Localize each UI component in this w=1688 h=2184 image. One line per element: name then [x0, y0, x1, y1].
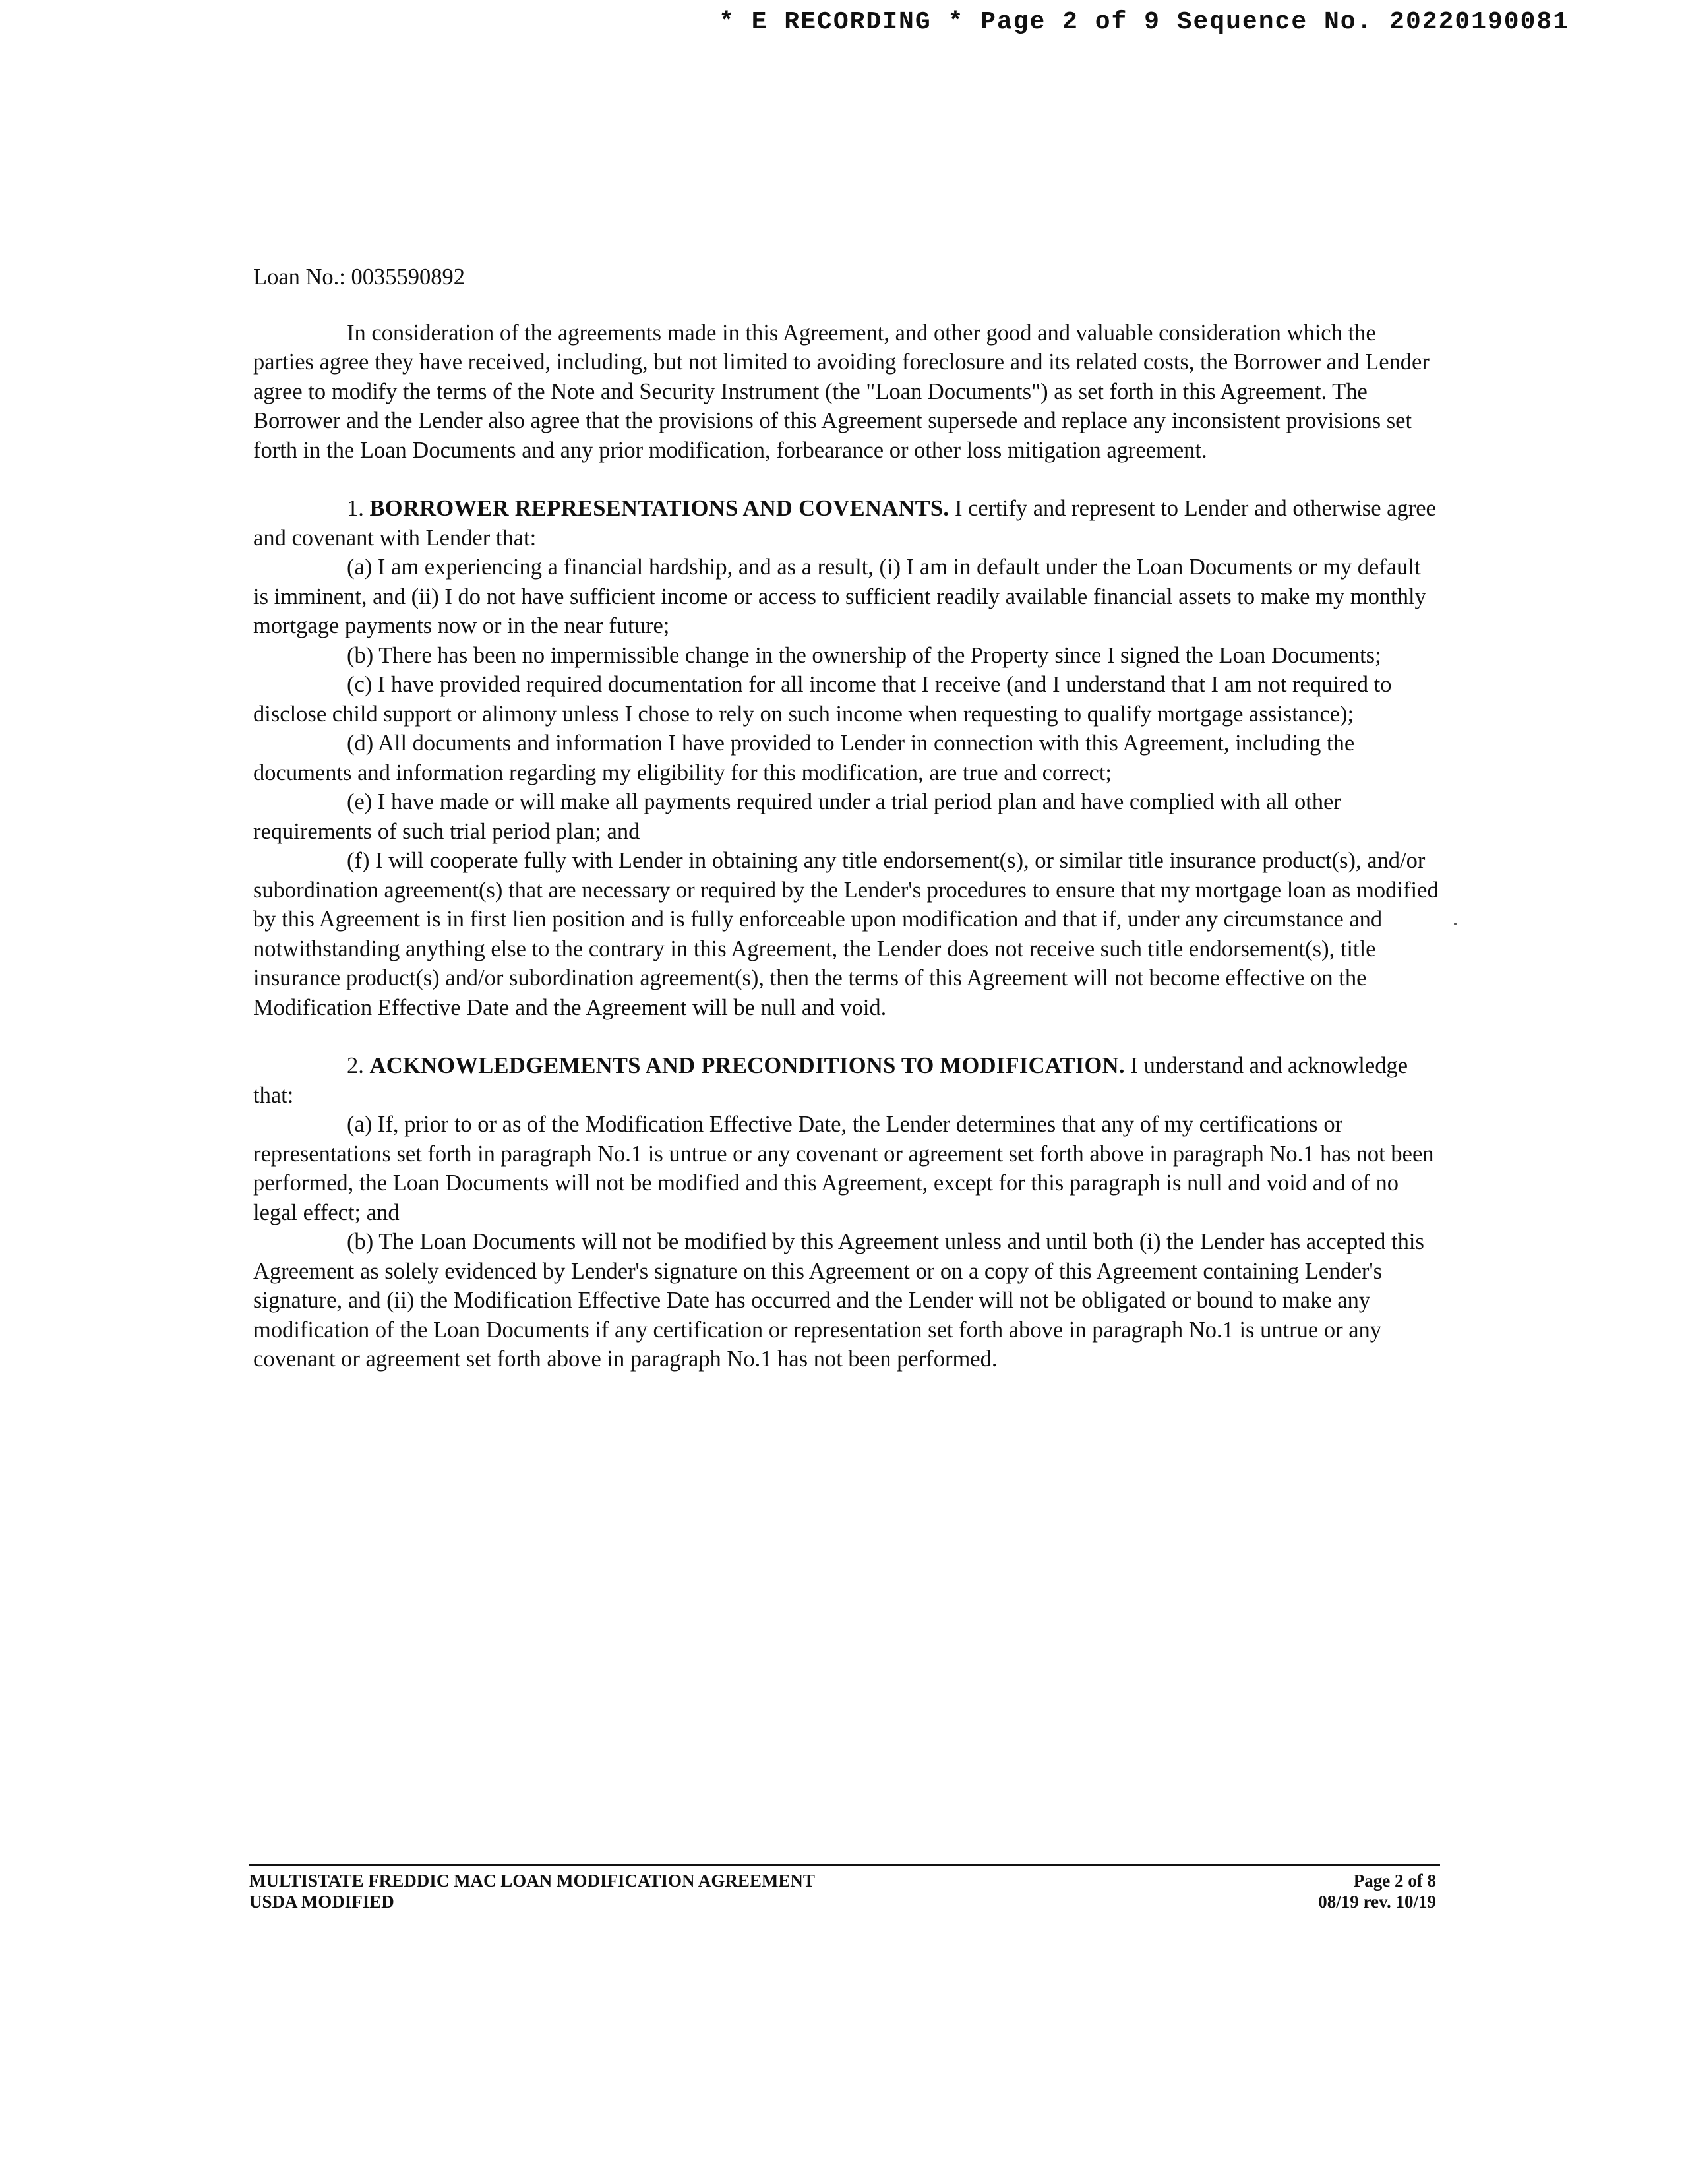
list-item: (d) All documents and information I have provided to Lender in connection with this Agreement, including the documents and information regarding my eligibility for this modification, are true and correct; [253, 731, 1355, 785]
loan-number: Loan No.: 0035590892 [253, 264, 466, 289]
section-heading: ACKNOWLEDGEMENTS AND PRECONDITIONS TO MODIFICATION. [369, 1053, 1125, 1078]
section-heading: BORROWER REPRESENTATIONS AND COVENANTS. [369, 496, 950, 521]
form-footer [249, 1864, 1440, 1912]
section-number: 1. [347, 496, 364, 521]
list-item: (b) The Loan Documents will not be modified by this Agreement unless and until both (i) the Lender has accepted this Agreement as solely evidenced by Lender's signature on this Agreement or on a copy of this Agreement containing Lender's signature, and (ii) the Modification Effective Date has occurred and the Lender will not be obligated or bound to make any modification of the Loan Documents if any certification or representation set forth above in paragraph No.1 is untrue or any covenant or agreement set forth above in paragraph No.1 has not been performed. [253, 1229, 1424, 1372]
list-item: (a) I am experiencing a financial hardship, and as a result, (i) I am in default under the Loan Documents or my default is imminent, and (ii) I do not have sufficient income or access to sufficient readily available financial assets to make my monthly mortgage payments now or in the near future; [253, 555, 1426, 638]
form-revision: 08/19 rev. 10/19 [1318, 1892, 1436, 1912]
intro-paragraph: In consideration of the agreements made in this Agreement, and other good and valuable consideration which the parties agree they have received, including, but not limited to avoiding foreclosure and its related costs, the Borrower and Lender agree to modify the terms of the Note and Security Instrument (the "Loan Documents") as set forth in this Agreement. The Borrower and the Lender also agree that the provisions of this Agreement supersede and replace any inconsistent provisions set forth in the Loan Documents and any prior modification, forbearance or other loss mitigation agreement. [253, 320, 1430, 463]
section-number: 2. [347, 1053, 364, 1078]
form-title: MULTISTATE FREDDIC MAC LOAN MODIFICATION AGREEMENT [249, 1871, 815, 1891]
section-lead-text: I certify and represent to Lender and otherwise agree and covenant with Lender that: [253, 496, 1436, 551]
form-subtitle: USDA MODIFIED [249, 1892, 394, 1912]
page-number: Page 2 of 8 [1353, 1871, 1436, 1891]
recording-header: * E RECORDING * Page 2 of 9 Sequence No. 20220190081 [719, 8, 1569, 36]
section-acknowledgements [253, 1051, 1440, 1374]
section-lead-text: I understand and acknowledge that: [253, 1053, 1408, 1108]
document-body [253, 262, 1440, 1403]
list-item: (a) If, prior to or as of the Modification Effective Date, the Lender determines that any of my certifications or representations set forth in paragraph No.1 is untrue or any covenant or agreement set forth above in paragraph No.1 has not been performed, the Loan Documents will not be modified and this Agreement, except for this paragraph is null and void and of no legal effect; and [253, 1112, 1434, 1225]
section-borrower-representations [253, 494, 1440, 1022]
list-item: (f) I will cooperate fully with Lender in obtaining any title endorsement(s), or similar title insurance product(s), and/or subordination agreement(s) that are necessary or required by the Lender's procedures to ensure that my mortgage loan as modified by this Agreement is in first lien position and is fully enforceable upon modification and that if, under any circumstance and notwithstanding anything else to the contrary in this Agreement, the Lender does not receive such title endorsement(s), title insurance product(s) and/or subordination agreement(s), then the terms of this Agreement will not become effective on the Modification Effective Date and the Agreement will be null and void. [253, 848, 1439, 1020]
section-lead [253, 1051, 1440, 1110]
scan-speck [1454, 923, 1457, 925]
list-item: (c) I have provided required documentation for all income that I receive (and I understand that I am not required to disclose child support or alimony unless I chose to rely on such income when requesting to qualify mortgage assistance); [253, 672, 1392, 727]
section-lead [253, 494, 1440, 553]
list-item: (b) There has been no impermissible change in the ownership of the Property since I signed the Loan Documents; [347, 642, 1381, 668]
list-item: (e) I have made or will make all payments required under a trial period plan and have complied with all other requirements of such trial period plan; and [253, 789, 1341, 844]
